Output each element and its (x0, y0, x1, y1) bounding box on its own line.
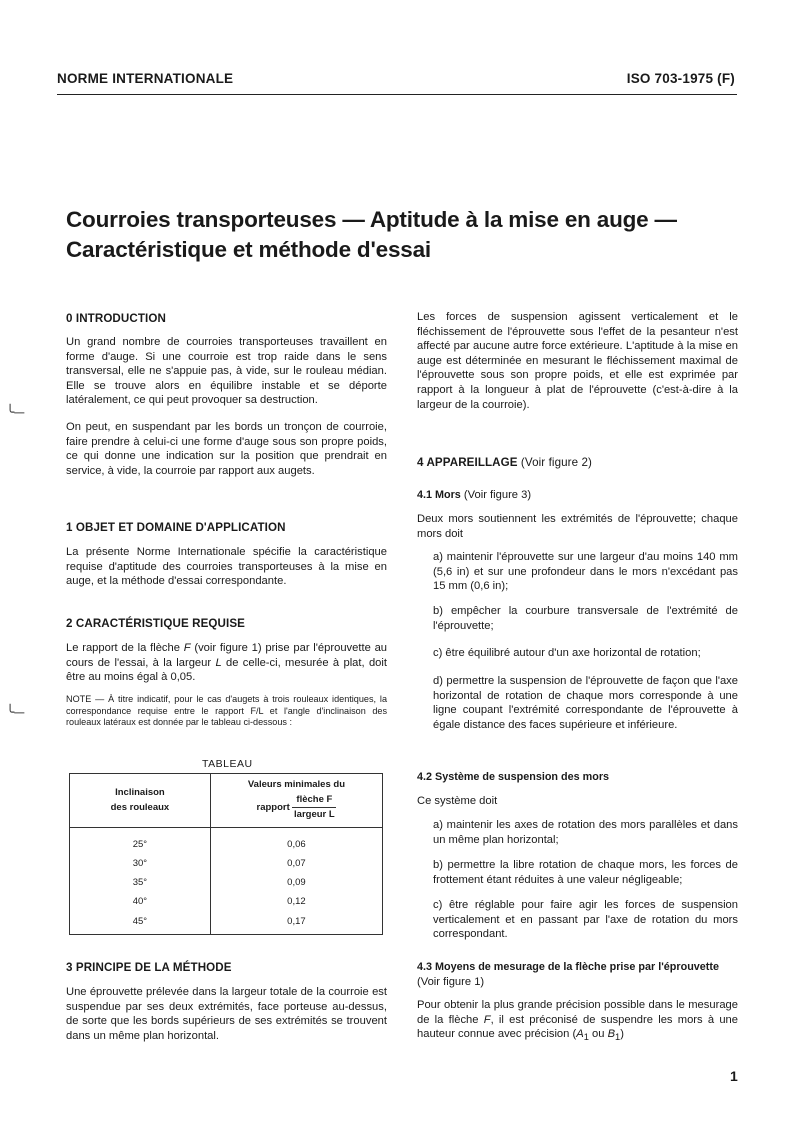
section-4-3-heading: 4.3 Moyens de mesurage de la flèche prise par l'éprouvette (417, 961, 719, 973)
section-2-heading: 2 CARACTÉRISTIQUE REQUISE (66, 617, 246, 630)
table-caption: TABLEAU (202, 758, 253, 770)
margin-mark-1: ╰─ (6, 404, 25, 420)
section-1-paragraph: La présente Norme Internationale spécifie la caractéristique requise d'aptitude des courroies transporteuses à la mise en auge, et la méthode d'essai correspondante. (66, 546, 387, 588)
standard-reference: ISO 703-1975 (F) (626, 71, 735, 86)
section-3-heading: 3 PRINCIPE DE LA MÉTHODE (66, 961, 232, 974)
section-0-heading: 0 INTRODUCTION (66, 312, 166, 325)
section-4-3-paragraph: Pour obtenir la plus grande précision possible dans le mesurage de la flèche F, il est préconisé de suspendre les mors à une hauteur connue avec précision ($A_1$ ou $B_1$) (417, 999, 738, 1043)
section-4-2-item-b: b) permettre la libre rotation de chaque mors, les forces de frottement étant réduites à une valeur négligeable; (433, 859, 738, 886)
page-number: 1 (730, 1068, 738, 1084)
section-4-1-item-d: d) permettre la suspension de l'éprouvette de façon que l'axe horizontal de rotation de chaque mors corresponde à une ligne coupant l'extrémité correspondante de l'éprouvette à égale distance des faces supérieure et inférieure. (433, 675, 738, 731)
principle-continuation: Les forces de suspension agissent verticalement et le fléchissement de l'éprouvette sous l'effet de la pesanteur n'est affecté par aucune autre force extérieure. L'aptitude à la mise en auge est déterminée en mesurant le fléchissement maximal de l'éprouvette sous son propre poids, et elle est exprimée par rapport à la longueur à plat de l'éprouvette (c'est-à-dire à la largeur de la courroie). (417, 311, 738, 411)
section-4-2-item-a: a) maintenir les axes de rotation des mors parallèles et dans un même plan horizontal; (433, 819, 738, 846)
section-0-paragraph-1: Un grand nombre de courroies transporteuses travaillent en forme d'auge. Si une courroie est trop raide dans le sens transversal, elle ne s'appuie pas, à vide, sur le rouleau médian. Elle se trouve alors en équilibre instable et se déporte latéralement, ce qui peut provoquer sa destruction. (66, 336, 387, 407)
section-4-1-item-a: a) maintenir l'éprouvette sur une largeur d'au moins 140 mm (5,6 in) et sur une profondeur dans le mors n'excédant pas 15 mm (0,6 in); (433, 551, 738, 593)
section-0-paragraph-2: On peut, en suspendant par les bords un tronçon de courroie, faire prendre à celui-ci une forme d'auge sous son propre poids, ce qui donne une indication sur la position que prendrait en service, à vide, la courroie par rapport aux augets. (66, 421, 387, 477)
inclination-table (69, 773, 383, 935)
margin-mark-2: ╰─ (6, 704, 25, 720)
section-4-heading: 4 APPAREILLAGE (Voir figure 2) (417, 456, 593, 469)
section-3-paragraph: Une éprouvette prélevée dans la largeur totale de la courroie est suspendue par ses deux extrémités, face porteuse au-dessus, de sorte que les bords supérieurs de ses extrémités se trouvent dans un même plan horizontal. (66, 986, 387, 1042)
right-column (417, 310, 738, 1050)
section-2-note: NOTE — À titre indicatif, pour le cas d'augets à trois rouleaux identiques, la correspondance requise entre le rapport F/L et l'angle d'inclinaison des rouleaux latéraux est donnée par le tableau ci-dessous : (66, 694, 387, 728)
title-line-2: Caractéristique et méthode d'essai (66, 237, 431, 262)
section-4-1-paragraph: Deux mors soutiennent les extrémités de l'éprouvette; chaque mors doit (417, 513, 738, 540)
table-row: 45° 0,17 (70, 912, 383, 934)
header-rule (57, 94, 737, 95)
table-row: 25° 0,06 (70, 836, 383, 855)
section-4-2-paragraph: Ce système doit (417, 795, 498, 807)
section-4-1-item-c: c) être équilibré autour d'un axe horizontal de rotation; (433, 647, 701, 659)
section-4-1-heading: 4.1 Mors (Voir figure 3) (417, 489, 532, 501)
standard-type: NORME INTERNATIONALE (57, 71, 234, 86)
section-4-3-ref: (Voir figure 1) (417, 976, 485, 988)
ratio-fraction: $\frac{\text{flèche F}}{\text{largeur L}}$ (294, 793, 335, 821)
section-2-paragraph: Le rapport de la flèche F (voir figure 1) prise par l'éprouvette au cours de l'essai, à la largeur L de celle-ci, mesurée à plat, doit être au moins égal à 0,05. (66, 642, 388, 684)
document-title (66, 205, 746, 265)
section-4-2-heading: 4.2 Système de suspension des mors (417, 771, 610, 783)
table-header-inclination: Inclinaison des rouleaux (70, 774, 211, 828)
table-header-values: Valeurs minimales du rapport $\frac{\text{flèche F}}{\text{largeur L}}$ (210, 774, 382, 828)
section-4-1-item-b: b) empêcher la courbure transversale de l'extrémité de l'éprouvette; (433, 605, 738, 632)
table-row: 35° 0,09 (70, 874, 383, 893)
table-row: 30° 0,07 (70, 855, 383, 874)
title-line-1: Courroies transporteuses — Aptitude à la mise en auge — (66, 207, 677, 232)
left-column (66, 310, 387, 1050)
table-row: 40° 0,12 (70, 893, 383, 912)
section-4-2-item-c: c) être réglable pour faire agir les forces de suspension verticalement et en passant par l'axe de rotation du mors correspondant. (433, 899, 738, 941)
section-1-heading: 1 OBJET ET DOMAINE D'APPLICATION (66, 521, 286, 534)
